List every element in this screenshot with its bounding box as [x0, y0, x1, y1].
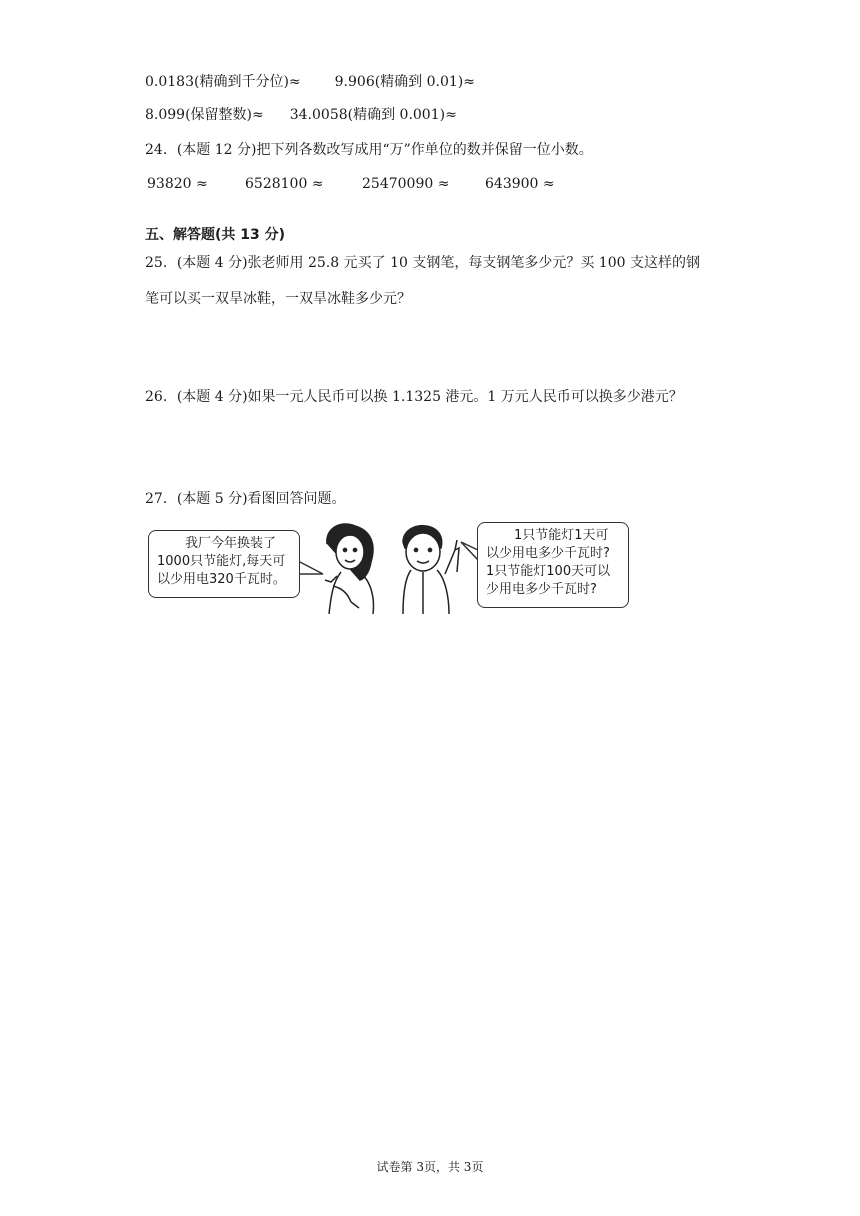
page-footer: 试卷第 3页，共 3页	[376, 1160, 484, 1174]
q23-item-1: 0.0183(精确到千分位)≈	[145, 74, 301, 90]
q25-line-1: 25．(本题 4 分)张老师用 25.8 元买了 10 支钢笔，每支钢笔多少元？买 100 支这样的钢	[145, 255, 700, 271]
q24-item: 93820 ≈	[147, 176, 208, 192]
q23-row-2	[145, 106, 457, 124]
bubble-right-line: 1只节能灯1天可	[514, 528, 609, 543]
woman-figure	[325, 524, 373, 614]
section-5-heading: 五、解答题(共 13 分)	[145, 227, 286, 243]
q27-line-1: 27．(本题 5 分)看图回答问题。	[145, 491, 346, 507]
bubble-left-line: 我厂今年换装了	[185, 536, 277, 551]
bubble-right-line: 1只节能灯100天可以	[486, 564, 611, 579]
bubble-right-line: 以少用电多少千瓦时?	[486, 546, 610, 561]
q23-item-4: 34.0058(精确到 0.001)≈	[289, 107, 457, 123]
man-figure	[403, 526, 459, 614]
q25-line-2: 笔可以买一双旱冰鞋，一双旱冰鞋多少元？	[145, 291, 411, 307]
q27-illustration	[145, 522, 635, 614]
bubble-left-line: 以少用电320千瓦时。	[157, 572, 286, 587]
q24-title: 24．(本题 12 分)把下列各数改写成用“万”作单位的数并保留一位小数。	[145, 142, 593, 158]
q26-line-1: 26．(本题 4 分)如果一元人民币可以换 1.1325 港元。1 万元人民币可以换多少港元？	[145, 389, 683, 405]
q23-row-1	[145, 73, 475, 91]
q24-item: 643900 ≈	[485, 176, 555, 192]
q24-item: 25470090 ≈	[362, 176, 450, 192]
q24-item: 6528100 ≈	[245, 176, 324, 192]
speech-bubble-right	[477, 522, 629, 608]
bubble-right-line: 少用电多少千瓦时?	[486, 582, 597, 597]
q23-item-2: 9.906(精确到 0.01)≈	[334, 74, 475, 90]
q23-item-3: 8.099(保留整数)≈	[145, 107, 264, 123]
bubble-left-line: 1000只节能灯,每天可	[157, 554, 286, 569]
